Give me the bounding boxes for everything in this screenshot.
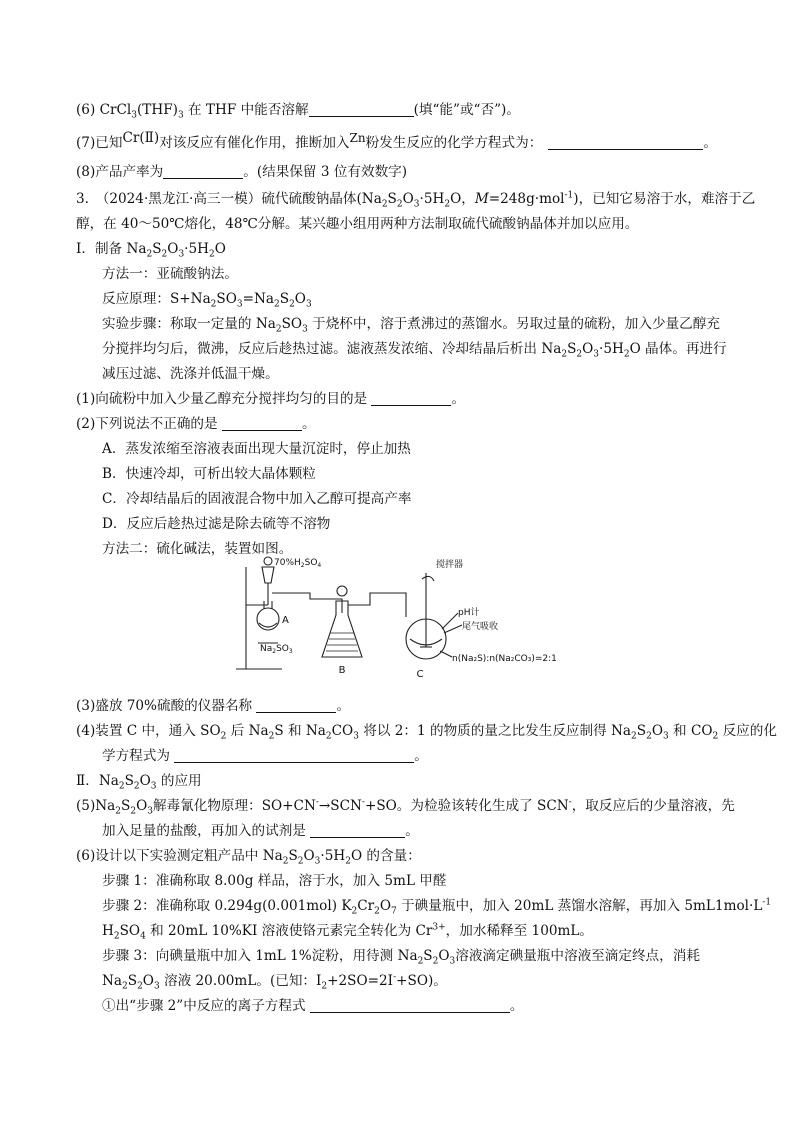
q7-zn: Zn — [349, 131, 366, 145]
flask-b-bulb — [337, 586, 347, 596]
q5-text: 解毒氰化物原理：S — [152, 798, 272, 814]
step-text: 于碘量瓶中，加入 20mL 蒸馏水溶解，再加入 5mL1mol·L — [396, 898, 763, 914]
sub: 2 — [220, 731, 227, 742]
step-2-line-1 — [102, 894, 800, 917]
steps-text: ·5H — [599, 341, 624, 357]
label-stirrer: 搅拌器 — [436, 560, 464, 570]
sub: 2 — [351, 906, 358, 917]
flask-b-liquid — [326, 633, 358, 651]
option-text: C．冷却结晶后的固液混合物中加入乙醇可提高产率 — [102, 491, 412, 507]
q4-text: CO — [331, 723, 354, 739]
q4-text: S — [636, 723, 647, 739]
q5-text: (5)Na — [76, 798, 116, 814]
step-text: O — [379, 898, 392, 914]
answer-blank[interactable] — [310, 998, 510, 1013]
steps-line-3 — [102, 362, 800, 382]
label-c: C — [416, 669, 424, 679]
question-5-line-1 — [76, 794, 800, 817]
sub: 2 — [561, 349, 568, 360]
q8-text: 。(结果保留 3 位有效数字) — [243, 164, 408, 180]
sub: 2 — [274, 299, 280, 310]
q1-text: 。 — [451, 391, 466, 407]
tail-gas-tube — [444, 625, 462, 633]
q6-text: (6) CrCl — [76, 102, 132, 118]
q4-text: S 和 Na — [274, 723, 326, 739]
sup: -1 — [564, 190, 574, 201]
gas-tube-ab — [272, 593, 342, 613]
subq-text: 。 — [509, 998, 524, 1014]
sub: 3 — [662, 731, 669, 742]
q6-text: 在 THF 中能否溶解 — [183, 102, 309, 118]
sub: 2 — [118, 781, 125, 792]
reaction-principle — [102, 287, 800, 310]
sec2-text: S — [124, 773, 134, 789]
question-1 — [76, 387, 800, 407]
option-d[interactable] — [102, 512, 800, 532]
answer-blank[interactable] — [309, 102, 414, 117]
sub: 2 — [209, 249, 215, 260]
answer-blank[interactable] — [163, 164, 243, 179]
step-text: O — [438, 948, 450, 964]
sup: - — [568, 797, 572, 808]
q5-text: O — [136, 798, 148, 814]
sub: 3 — [413, 199, 420, 210]
answer-blank[interactable] — [222, 416, 302, 431]
sub: 2 — [130, 806, 137, 817]
option-c[interactable] — [102, 487, 800, 507]
step-text: Na — [102, 973, 122, 989]
sec2-text: 的应用 — [156, 773, 202, 789]
q6b-text: O 的含量： — [350, 848, 421, 864]
steps-line-1 — [102, 312, 800, 335]
q7-text: 粉发生反应的化学方程式为： — [365, 135, 543, 151]
option-text: B．快速冷却，可析出较大晶体颗粒 — [102, 466, 316, 482]
step-text: +2S — [327, 973, 357, 989]
sub: 3 — [305, 299, 312, 310]
q5-text: +SO。为检验该转化生成了 SCN — [364, 798, 569, 814]
option-text: D．反应后趁热过滤是除去硫等不溶物 — [102, 516, 331, 532]
q6-text: (THF) — [136, 102, 178, 118]
sub: 2 — [417, 956, 424, 967]
principle-text: =Na — [242, 291, 274, 307]
sec1-text: S — [152, 241, 162, 257]
question-4-line-2 — [102, 744, 800, 764]
ph-probe — [442, 613, 458, 629]
method2-text: 方法二：硫化碱法，装置如图。 — [102, 541, 293, 557]
steps-line-2 — [102, 337, 800, 360]
q7-text: 。 — [703, 135, 717, 151]
sub: 2 — [133, 781, 140, 792]
p3-text: )，已知它易溶于水，难溶于乙 — [573, 191, 756, 207]
subquestion-1 — [102, 994, 800, 1014]
q6b-text: S — [288, 848, 298, 864]
step-text: O — [142, 973, 154, 989]
sub: 2 — [122, 981, 128, 992]
sub: 3 — [236, 299, 243, 310]
gas-tube-bc — [348, 593, 406, 617]
sub: 2 — [576, 349, 583, 360]
q5-text: 。 — [405, 823, 419, 839]
answer-blank[interactable] — [310, 823, 405, 838]
sub: 2 — [381, 199, 388, 210]
step-text: S — [423, 948, 433, 964]
question-8 — [76, 160, 800, 180]
q4-text: 学方程式为 — [102, 748, 170, 764]
q2-text: (2)下列说法不正确的是 — [76, 416, 218, 432]
q6-text: (填“能”或“否”)。 — [413, 102, 520, 118]
flask-liquid — [259, 623, 277, 627]
q7-text: (7)已知 — [76, 135, 123, 151]
principle-text: 反应原理：S+Na — [102, 291, 211, 307]
q4-text: 和 CO — [668, 723, 713, 739]
step-text: H — [102, 923, 114, 939]
sub: 2 — [275, 324, 282, 335]
p3-text: ·5H — [419, 191, 445, 207]
sec2-text: O — [139, 773, 151, 789]
sub: 2 — [289, 299, 295, 310]
sup: 3+ — [432, 922, 446, 933]
sub: 2 — [396, 199, 403, 210]
answer-blank[interactable] — [174, 748, 414, 763]
sub: 2 — [374, 906, 380, 917]
sub: 3 — [353, 731, 359, 742]
step-text: SO — [119, 923, 141, 939]
step-1 — [102, 869, 800, 889]
sub: 2 — [631, 731, 637, 742]
steps-text: 实验步骤：称取一定量的 Na — [102, 316, 276, 332]
p3-text: O， — [450, 191, 475, 207]
sub: 2 — [210, 299, 217, 310]
q4-text: 。 — [414, 748, 428, 764]
q6b-text: (6)设计以下实验测定粗产品中 Na — [76, 848, 283, 864]
label-tail-gas: 尾气吸收 — [462, 622, 499, 632]
label-acid: $70\%H_2SO_4$ — [274, 558, 322, 569]
sub: 2 — [146, 249, 153, 260]
principle-text: O — [294, 291, 306, 307]
sub: 2 — [161, 249, 168, 260]
step-3-line-2 — [102, 969, 800, 992]
sub: 2 — [297, 856, 304, 867]
sub: 2 — [321, 981, 328, 992]
step-text: 溶液滴定碘量瓶中溶液至滴定终点，消耗 — [455, 948, 700, 964]
stirrer-arrow — [422, 576, 434, 581]
sup: -1 — [762, 897, 772, 908]
sec1-text: ·5H — [184, 241, 209, 257]
sub: 2 — [712, 731, 719, 742]
step-text: 溶液 20.00mL。(已知：I — [159, 973, 322, 989]
question-6b-heading — [76, 844, 800, 867]
principle-text: S — [279, 291, 290, 307]
label-ph: pH计 — [458, 608, 480, 618]
q5-text: →SCN — [318, 798, 362, 814]
option-text: A．蒸发浓缩至溶液表面出现大量沉淀时，停止加热 — [102, 441, 411, 457]
option-a[interactable] — [102, 437, 800, 457]
q4-text: 后 Na — [226, 723, 269, 739]
question-3 — [76, 694, 800, 714]
q6b-text: ·5H — [320, 848, 346, 864]
steps-text: O 晶体。再进行 — [629, 341, 727, 357]
steps-text: 分搅拌均匀后，微沸，反应后趁热过滤。滤液蒸发浓缩、冷却结晶后析出 Na — [102, 341, 562, 357]
funnel-stopper — [264, 557, 272, 565]
sub: 2 — [646, 731, 652, 742]
ratio-pointer — [440, 651, 452, 657]
principle-text: SO — [216, 291, 237, 307]
step-text: 和 20mL 10%KI 溶液使铬元素完全转化为 Cr — [145, 923, 433, 939]
step-text: O)。 — [416, 973, 447, 989]
p3-text: M — [474, 191, 489, 207]
sub: 2 — [345, 856, 351, 867]
q4-text: 反应的化 — [718, 723, 777, 739]
answer-blank[interactable] — [548, 135, 703, 150]
dropping-funnel — [262, 567, 274, 583]
sec1-text: O — [214, 241, 226, 257]
q3-text: 。 — [336, 698, 351, 714]
label-ratio: n(Na₂S):n(Na₂CO₃)=2:1 — [452, 654, 557, 664]
answer-blank[interactable] — [371, 391, 451, 406]
steps-text: 减压过滤、洗涤并低温干燥。 — [102, 366, 279, 382]
step-text: ，加水稀释至 100mL。 — [445, 923, 594, 939]
step-3-line-1 — [102, 944, 800, 967]
step-text: Cr — [357, 898, 375, 914]
step-text: 步骤 3：向碘量瓶中加入 1mL 1%淀粉，用待测 Na — [102, 948, 418, 964]
sec2-text: Ⅱ．Na — [76, 773, 119, 789]
q4-text: 将以 2：1 的物质的量之比发生反应制得 Na — [358, 723, 632, 739]
option-b[interactable] — [102, 462, 800, 482]
steps-text: SO — [281, 316, 303, 332]
question-4-line-1 — [76, 719, 800, 742]
question-2 — [76, 412, 800, 432]
q6b-text: O — [303, 848, 315, 864]
sec1-text: O — [167, 241, 179, 257]
step-text: O=2I — [356, 973, 394, 989]
method-1 — [102, 262, 800, 282]
sub: 2 — [268, 731, 275, 742]
step-text: 步骤 1：准确称取 8.00g 样品，溶于水，加入 5mL 甲醛 — [102, 873, 447, 889]
sub: 3 — [131, 110, 137, 121]
q8-text: (8)产品产率为 — [76, 164, 164, 180]
problem-3-line-1 — [76, 187, 800, 210]
problem-3-line-2 — [76, 212, 800, 232]
p3-text: =248g·mol — [488, 191, 565, 207]
p3-text: O — [402, 191, 414, 207]
sec1-text: Ⅰ．制备 Na — [76, 241, 147, 257]
question-7 — [76, 131, 800, 151]
sub: 3 — [593, 349, 600, 360]
sub: 3 — [314, 856, 321, 867]
sub: 3 — [147, 806, 153, 817]
question-5-line-2 — [102, 819, 800, 839]
method1-text: 方法一：亚硫酸钠法。 — [102, 266, 238, 282]
q4-text: O — [651, 723, 663, 739]
sup: - — [361, 797, 365, 808]
sub: 3 — [302, 324, 308, 335]
step-2-line-2 — [102, 919, 800, 942]
sub: 2 — [137, 981, 143, 992]
sup: - — [393, 972, 397, 983]
q7-text: 对该反应有催化作用，推断加入 — [159, 135, 350, 151]
steps-text: S — [567, 341, 577, 357]
section-1-heading — [76, 237, 800, 260]
sub: 2 — [282, 856, 289, 867]
steps-text: O — [582, 341, 594, 357]
sub: 2 — [444, 199, 451, 210]
step-text: +S — [396, 973, 417, 989]
sub: 2 — [432, 956, 439, 967]
sub: 2 — [113, 931, 120, 942]
sub: 3 — [177, 110, 184, 121]
q2-text: 。 — [301, 416, 316, 432]
p3-text: 3. （2024·黑龙江·高三一模）硫代硫酸钠晶体(Na — [76, 191, 382, 207]
step-text: 步骤 2：准确称取 0.294g(0.001mol) K — [102, 898, 352, 914]
section-2-heading — [76, 769, 800, 792]
q4-text: (4)装置 C 中，通入 SO — [76, 723, 221, 739]
steps-text: 于烧杯中，溶于煮沸过的蒸馏水。另取过量的硫粉，加入少量乙醇充 — [307, 316, 720, 332]
sub: 2 — [115, 806, 121, 817]
label-a: A — [282, 615, 289, 626]
step-text: S — [127, 973, 138, 989]
sub: 3 — [150, 781, 157, 792]
sub: 2 — [325, 731, 332, 742]
subq-text: ①出“步骤 2”中反应的离子方程式 — [102, 998, 306, 1014]
p3-text: S — [387, 191, 397, 207]
q3-text: (3)盛放 70%硫酸的仪器名称 — [76, 698, 253, 714]
q1-text: (1)向硫粉中加入少量乙醇充分搅拌均匀的目的是 — [76, 391, 368, 407]
q5-text: 加入足量的盐酸，再加入的试剂是 — [102, 823, 306, 839]
q5-text: S — [121, 798, 131, 814]
q5-text: O+CN — [271, 798, 316, 814]
label-na2so3: $Na_2SO_3$ — [260, 644, 293, 655]
sub: 3 — [449, 956, 456, 967]
question-6 — [76, 98, 800, 121]
sub: 3 — [178, 249, 185, 260]
p3-text: 醇，在 40～50℃熔化，48℃分解。某兴趣小组用两种方法制取硫代硫酸钠晶体并加以应用。 — [76, 216, 639, 232]
sub: 7 — [391, 906, 397, 917]
q7-formula: Cr(Ⅱ) — [122, 130, 160, 146]
answer-blank[interactable] — [256, 698, 336, 713]
q5-text: ，取反应后的少量溶液，先 — [571, 798, 735, 814]
label-b: B — [338, 665, 346, 676]
sub: 3 — [153, 981, 160, 992]
sup: - — [315, 797, 319, 808]
apparatus-figure — [230, 553, 580, 679]
sub: 4 — [140, 931, 146, 942]
sub: 2 — [623, 349, 630, 360]
